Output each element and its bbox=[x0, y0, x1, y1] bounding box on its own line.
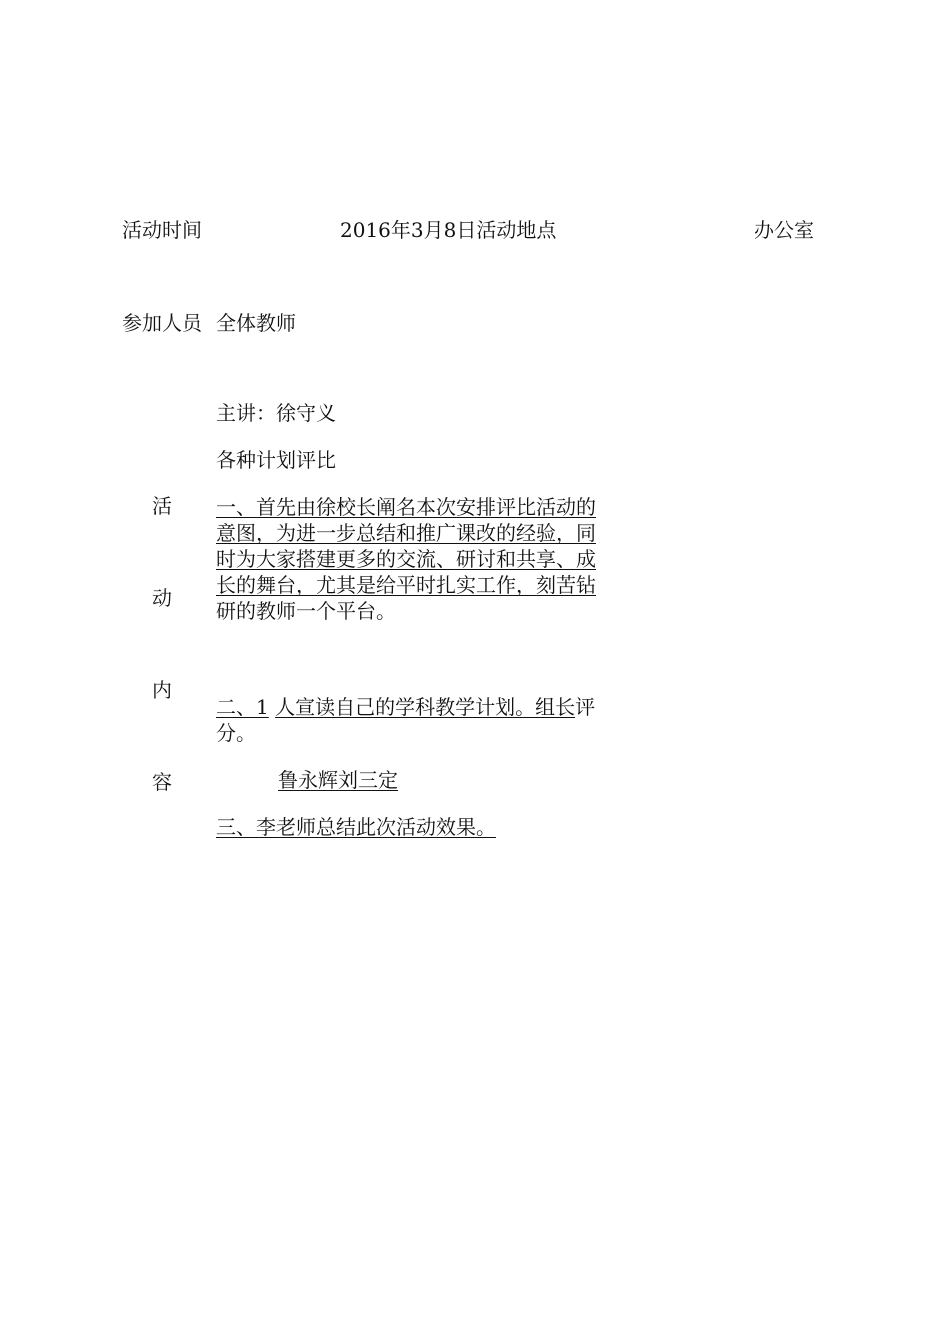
item-3-line: 三、李老师总结此次活动效果。 bbox=[216, 815, 496, 839]
activity-date-and-location-label: 2016年3月8日活动地点 bbox=[340, 218, 557, 242]
item-1-line-3: 时为大家搭建更多的交流、研讨和共享、成 bbox=[216, 547, 596, 571]
item-2-prefix: 二、1 bbox=[216, 695, 269, 719]
topic-line: 各种计划评比 bbox=[216, 448, 336, 472]
item-1-line-1: 一、首先由徐校长阐名本次安排评比活动的 bbox=[216, 495, 596, 519]
activity-time-label: 活动时间 bbox=[122, 218, 202, 242]
activity-location-value: 办公室 bbox=[754, 218, 814, 242]
participants-label: 参加人员 bbox=[122, 311, 202, 335]
participants-value: 全体教师 bbox=[216, 311, 296, 335]
side-label-char-1: 活 bbox=[152, 494, 172, 518]
item-2-line-2: 分。 bbox=[216, 721, 256, 745]
item-1-line-2: 意图，为进一步总结和推广课改的经验，同 bbox=[216, 521, 596, 545]
speaker-line: 主讲：徐守义 bbox=[216, 401, 336, 425]
item-2-tail: 评 bbox=[575, 695, 596, 719]
side-label-char-2: 动 bbox=[152, 586, 172, 610]
item-1-line-4: 长的舞台，尤其是给平时扎实工作，刻苦钻 bbox=[216, 573, 596, 597]
item-1-line-5: 研的教师一个平台。 bbox=[216, 599, 396, 623]
side-label-char-4: 容 bbox=[152, 770, 172, 794]
item-2-line-1 bbox=[216, 694, 595, 720]
item-1-paragraph bbox=[216, 494, 608, 624]
item-2-text: 人宣读自己的学科教学计划。组长 bbox=[275, 695, 576, 719]
judges-line: 鲁永辉刘三定 bbox=[278, 768, 398, 792]
side-label-char-3: 内 bbox=[152, 678, 172, 702]
